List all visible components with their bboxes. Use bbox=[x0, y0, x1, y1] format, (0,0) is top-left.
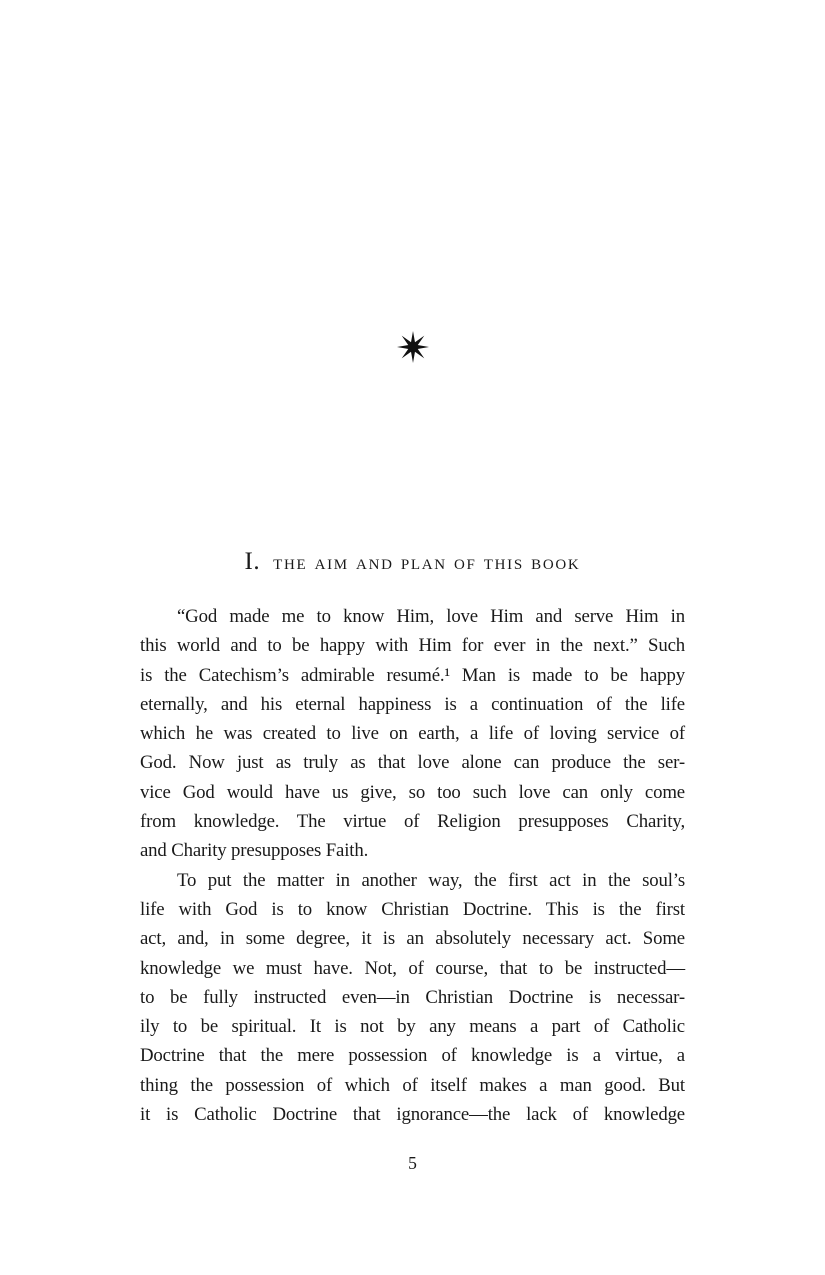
page-number: 5 bbox=[408, 1153, 417, 1173]
text-line: knowledge we must have. Not, of course, that to be instructed— bbox=[140, 957, 685, 979]
text-line: this world and to be happy with Him for ever in the next.” Such bbox=[140, 635, 685, 657]
body-text bbox=[140, 602, 685, 1129]
text-line: God. Now just as truly as that love alone can produce the ser- bbox=[140, 752, 685, 774]
text-line: To put the matter in another way, the first act in the soul’s bbox=[177, 869, 685, 891]
text-line: and Charity presupposes Faith. bbox=[140, 840, 369, 862]
text-line: act, and, in some degree, it is an absolutely necessary act. Some bbox=[140, 928, 685, 950]
text-line: vice God would have us give, so too such love can only come bbox=[140, 781, 685, 803]
chapter-numeral: I. bbox=[244, 548, 261, 575]
text-line: life with God is to know Christian Doctrine. This is the first bbox=[140, 898, 685, 920]
text-line: eternally, and his eternal happiness is a continuation of the life bbox=[140, 693, 685, 715]
text-line: ily to be spiritual. It is not by any means a part of Catholic bbox=[140, 1016, 685, 1038]
text-line: thing the possession of which of itself makes a man good. But bbox=[140, 1074, 685, 1096]
text-line: Doctrine that the mere possession of knowledge is a virtue, a bbox=[140, 1045, 685, 1067]
text-line: is the Catechism’s admirable resumé.¹ Man is made to be happy bbox=[140, 664, 685, 686]
text-line: it is Catholic Doctrine that ignorance—the lack of knowledge bbox=[140, 1104, 685, 1126]
eight-spoked-asterisk-icon bbox=[396, 330, 430, 364]
chapter-title: the aim and plan of this book bbox=[273, 549, 581, 574]
text-line: from knowledge. The virtue of Religion presupposes Charity, bbox=[140, 811, 685, 833]
text-line: to be fully instructed even—in Christian Doctrine is necessar- bbox=[140, 986, 685, 1008]
chapter-heading bbox=[0, 540, 825, 577]
text-line: which he was created to live on earth, a life of loving service of bbox=[140, 723, 685, 745]
section-break-ornament bbox=[0, 330, 825, 366]
text-line: “God made me to know Him, love Him and serve Him in bbox=[177, 606, 685, 627]
